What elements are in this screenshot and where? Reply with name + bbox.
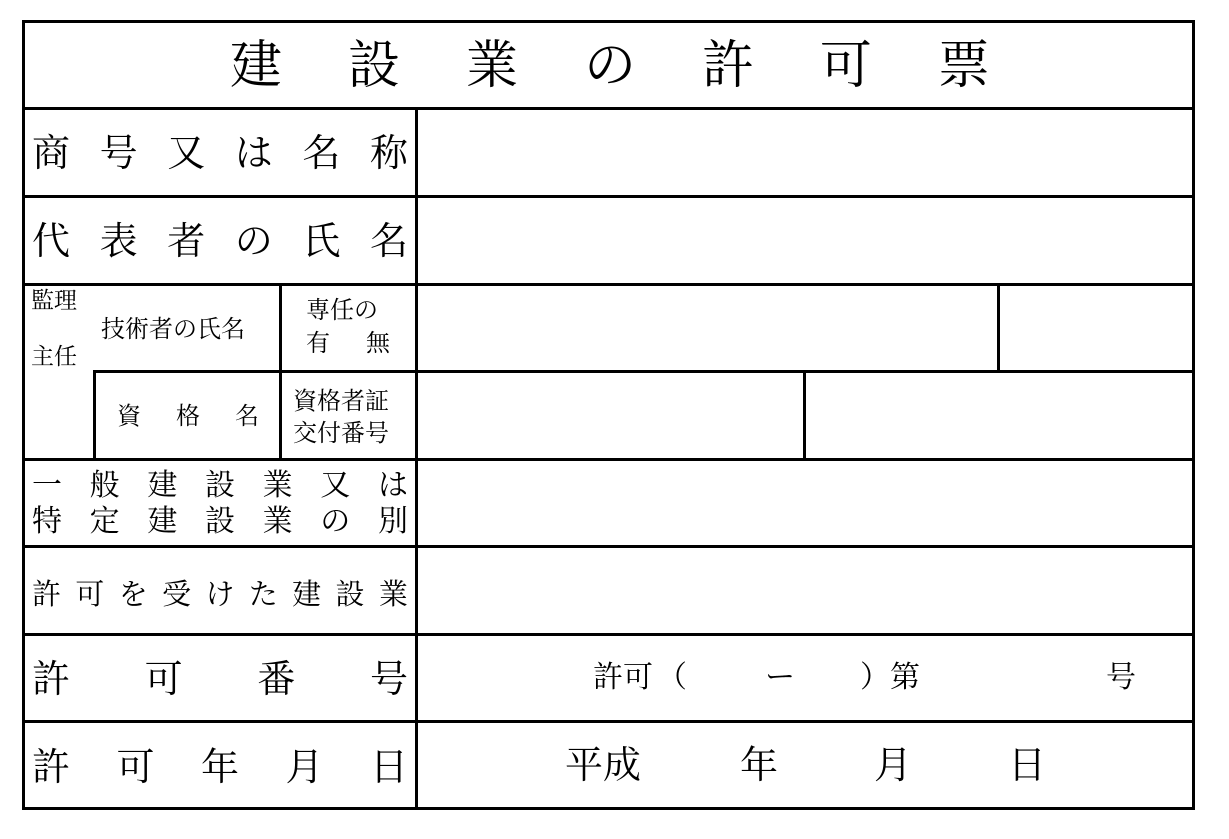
trade-name-label (32, 133, 408, 173)
outer-border-right (1192, 20, 1195, 810)
label-char: 許 (32, 576, 62, 611)
permit-number-close-paren: ）第 (860, 660, 920, 695)
label-char: の (234, 219, 273, 263)
permit-date-year-unit: 年 (740, 743, 779, 787)
label-char: 又 (167, 131, 206, 175)
label-char: 名 (369, 219, 408, 263)
label-char: 番 (257, 657, 296, 701)
title-char: 票 (937, 36, 990, 96)
engineer-inner-divider (93, 370, 1195, 373)
row-divider (22, 720, 1195, 723)
label-char: 氏 (302, 219, 341, 263)
label-char: 称 (369, 131, 408, 175)
label-char: 別 (377, 504, 408, 539)
engineer-group-label-1: 監理 (31, 288, 77, 314)
label-char: 定 (89, 504, 120, 539)
representative-value[interactable] (430, 223, 1180, 263)
label-char: は (234, 131, 273, 175)
category-label-1 (32, 470, 408, 502)
label-char: 有 (306, 329, 330, 357)
label-char: 日 (369, 745, 408, 789)
label-char: 業 (262, 468, 293, 503)
row-divider (22, 283, 1195, 286)
label-char: 受 (162, 576, 192, 611)
label-char: 設 (204, 468, 235, 503)
engineer-name-label: 技術者の氏名 (101, 315, 245, 343)
label-char: 表 (99, 219, 138, 263)
label-char: 者 (167, 219, 206, 263)
label-char: 資 (117, 402, 141, 430)
label-char: け (205, 576, 235, 611)
label-char: を (118, 576, 148, 611)
label-char: 許 (32, 745, 71, 789)
engineer-sub-divider (279, 283, 282, 461)
representative-label (32, 221, 408, 261)
permit-date-day-unit: 日 (1008, 743, 1047, 787)
label-char: 号 (99, 131, 138, 175)
label-char: 又 (320, 468, 351, 503)
category-label-2 (32, 506, 408, 538)
permitted-business-label (32, 578, 408, 610)
label-column-divider (415, 107, 418, 810)
label-char: 可 (116, 745, 155, 789)
title-char: 業 (465, 36, 518, 96)
title-char: の (583, 36, 636, 96)
outer-border-left (22, 20, 25, 810)
label-char: 無 (366, 329, 390, 357)
permit-date-label (32, 747, 408, 787)
permit-number-label (32, 659, 408, 699)
title-char: 設 (347, 36, 400, 96)
row-divider (22, 458, 1195, 461)
permit-number-open-paren: （ (657, 660, 687, 695)
label-char: 建 (292, 576, 322, 611)
label-char: 年 (200, 745, 239, 789)
sign-title (230, 38, 990, 94)
engineer-group-divider (93, 370, 96, 461)
label-char: 建 (147, 504, 178, 539)
label-char: 建 (147, 468, 178, 503)
permit-number-prefix: 許可 (593, 660, 653, 695)
label-char: 代 (32, 219, 71, 263)
outer-border-top (22, 20, 1195, 23)
permit-date-month-unit: 月 (874, 743, 913, 787)
label-char: 特 (32, 504, 62, 539)
label-char: 商 (32, 131, 71, 175)
label-char: 号 (369, 657, 408, 701)
qualification-label (117, 404, 259, 428)
title-char: 可 (819, 36, 872, 96)
label-char: 般 (89, 468, 120, 503)
label-char: 設 (335, 576, 365, 611)
label-char: た (248, 576, 278, 611)
label-char: の (320, 504, 351, 539)
title-char: 建 (230, 36, 283, 96)
cert-label-1: 資格者証 (293, 387, 389, 415)
label-char: 可 (144, 657, 183, 701)
engineer-group-label-2: 主任 (31, 344, 77, 370)
label-char: 名 (235, 402, 259, 430)
outer-border-bottom (22, 807, 1195, 810)
permit-number-dash: ー (765, 660, 795, 695)
trade-name-value[interactable] (430, 135, 1180, 175)
label-char: は (377, 468, 408, 503)
row-divider (22, 545, 1195, 548)
label-char: 一 (32, 468, 62, 503)
cert-label-2: 交付番号 (293, 419, 389, 447)
fulltime-value-divider (997, 283, 1000, 373)
label-char: 業 (262, 504, 293, 539)
label-char: 可 (75, 576, 105, 611)
label-char: 業 (378, 576, 408, 611)
row-divider (22, 633, 1195, 636)
label-char: 月 (285, 745, 324, 789)
fulltime-label-1: 専任の (306, 296, 378, 324)
row-divider (22, 195, 1195, 198)
label-char: 設 (204, 504, 235, 539)
label-char: 格 (176, 402, 200, 430)
row-divider (22, 107, 1195, 110)
title-char: 許 (701, 36, 754, 96)
fulltime-label-2 (306, 331, 390, 355)
permit-number-suffix: 号 (1106, 660, 1136, 695)
permit-date-era: 平成 (565, 743, 642, 787)
cert-value-divider (803, 370, 806, 461)
label-char: 許 (32, 657, 71, 701)
label-char: 名 (302, 131, 341, 175)
